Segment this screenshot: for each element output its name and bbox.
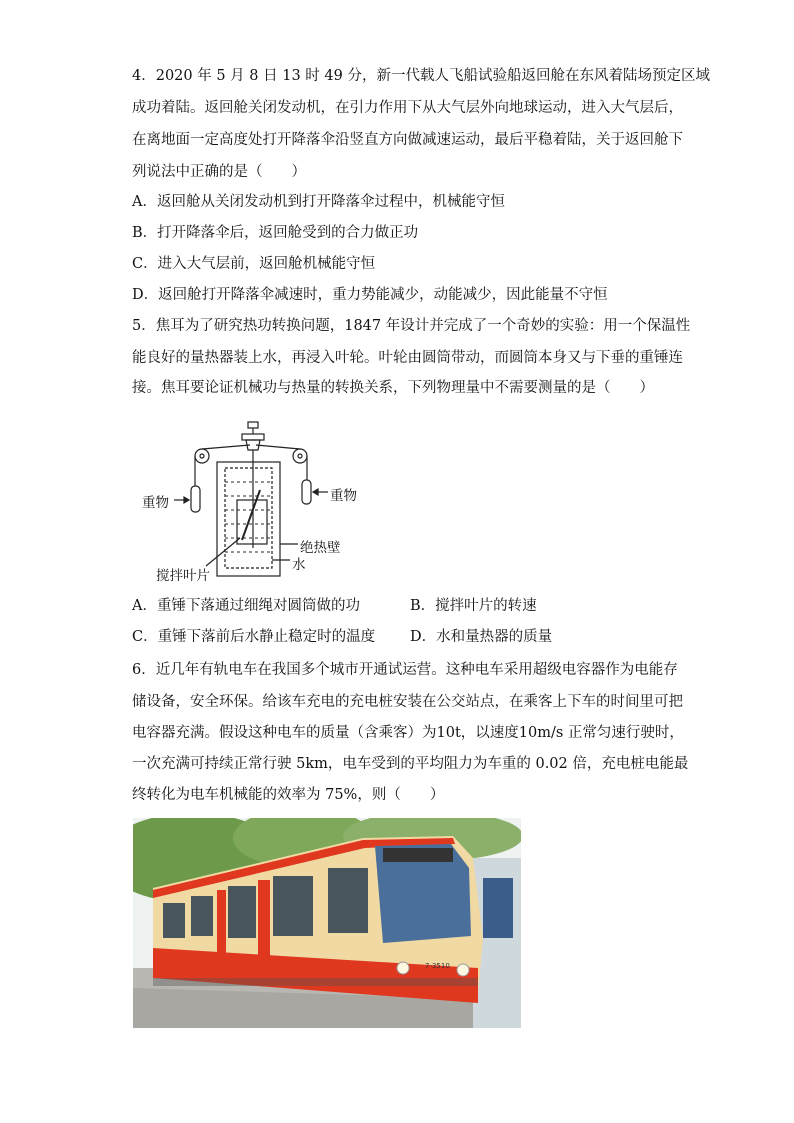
q6-line-1: 6．近几年有轨电车在我国多个城市开通试运营。这种电车采用超级电容器作为电能存 bbox=[132, 662, 678, 678]
q5-option-c: C．重锤下落前后水静止稳定时的温度 bbox=[132, 629, 376, 645]
headlight-right bbox=[457, 964, 469, 976]
q4-option-a: A．返回舱从关闭发动机到打开降落伞过程中，机械能守恒 bbox=[132, 194, 505, 210]
tram-window bbox=[163, 903, 185, 938]
q5-line-3: 接。焦耳要论证机械功与热量的转换关系，下列物理量中不需要测量的是（ ） bbox=[132, 380, 654, 396]
right-string-top bbox=[256, 445, 300, 449]
headlight-left bbox=[397, 962, 409, 974]
q5-option-b: B．搅拌叶片的转速 bbox=[410, 598, 537, 614]
left-string-top bbox=[202, 445, 250, 449]
q5-option-d: D．水和量热器的质量 bbox=[410, 629, 553, 645]
q6-line-4: 一次充满可持续正常行驶 5km，电车受到的平均阻力为车重的 0.02 倍，充电桩电能最 bbox=[132, 756, 689, 772]
q4-line-3: 在离地面一定高度处打开降落伞沿竖直方向做减速运动，最后平稳着陆，关于返回舱下 bbox=[132, 132, 683, 148]
label-wall: 绝热壁 bbox=[300, 540, 341, 556]
q5-line-2: 能良好的量热器装上水，再浸入叶轮。叶轮由圆筒带动，而圆筒本身又与下垂的重锤连 bbox=[132, 350, 683, 366]
left-pulley bbox=[195, 449, 209, 463]
left-weight bbox=[191, 486, 200, 512]
q6-line-2: 储设备，安全环保。给该车充电的充电桩安装在公交站点，在乘客上下车的时间里可把 bbox=[132, 694, 683, 710]
calorimeter-inner bbox=[225, 468, 272, 568]
q4-option-d: D．返回舱打开降落伞减速时，重力势能减少，动能减少，因此能量不守恒 bbox=[132, 287, 608, 303]
q4-option-c: C．进入大气层前，返回舱机械能守恒 bbox=[132, 256, 376, 272]
q5-option-a: A．重锤下落通过细绳对圆筒做的功 bbox=[132, 598, 360, 614]
label-weight-left: 重物 bbox=[142, 495, 169, 511]
label-weight-right: 重物 bbox=[330, 488, 357, 504]
q4-line-1: 4．2020 年 5 月 8 日 13 时 49 分，新一代载人飞船试验船返回舱在东风着陆场预定区域 bbox=[132, 68, 710, 84]
right-pulley bbox=[293, 449, 307, 463]
q6-line-3: 电容器充满。假设这种电车的质量（含乘客）为10t，以速度10m/s 正常匀速行驶时， bbox=[132, 725, 684, 741]
car-number: 7-3510 bbox=[425, 962, 450, 970]
right-weight bbox=[302, 480, 311, 504]
q4-option-b: B．打开降落伞后，返回舱受到的合力做正功 bbox=[132, 225, 419, 241]
label-blade: 搅拌叶片 bbox=[156, 568, 210, 584]
q6-line-5: 终转化为电车机械能的效率为 75%，则（ ） bbox=[132, 787, 445, 803]
shaft-knob bbox=[248, 422, 258, 428]
q4-line-2: 成功着陆。返回舱关闭发动机，在引力作用下从大气层外向地球运动，进入大气层后， bbox=[132, 100, 683, 116]
q5-line-1: 5．焦耳为了研究热功转换问题，1847 年设计并完成了一个奇妙的实验：用一个保温性 bbox=[132, 318, 691, 334]
label-water: 水 bbox=[292, 557, 306, 573]
blade-pointer bbox=[206, 538, 240, 566]
joule-apparatus-figure bbox=[170, 420, 400, 580]
shaft-hub bbox=[242, 434, 264, 440]
q4-line-4: 列说法中正确的是（ ） bbox=[132, 164, 306, 180]
tram-door bbox=[217, 890, 226, 960]
tram-photo bbox=[133, 818, 521, 1028]
